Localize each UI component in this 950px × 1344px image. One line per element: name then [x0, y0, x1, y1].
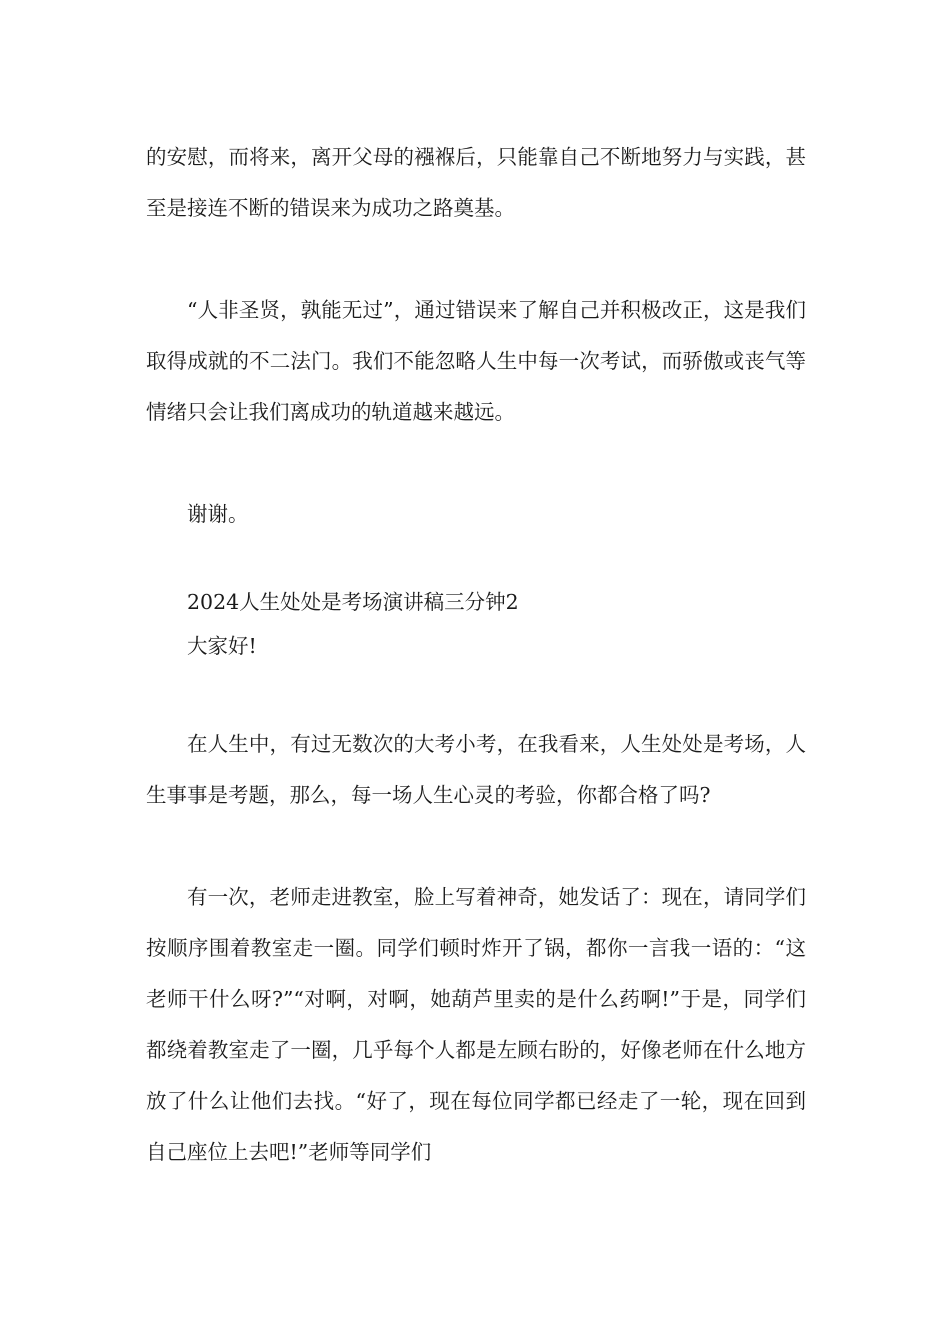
paragraph-thanks: 谢谢。	[187, 502, 249, 526]
section-title: 2024人生处处是考场演讲稿三分钟2	[187, 590, 519, 614]
paragraph-gap	[146, 234, 806, 285]
paragraph-gap	[146, 821, 806, 872]
document-page	[146, 132, 806, 1178]
greeting: 大家好!	[187, 634, 257, 658]
paragraph-gap	[146, 540, 806, 580]
paragraph-quote: “人非圣贤，孰能无过”，通过错误来了解自己并积极改正，这是我们取得成就的不二法门。我们不能忽略人生中每一次考试，而骄傲或丧气等情绪只会让我们离成功的轨道越来越远。	[146, 298, 806, 424]
paragraph-intro: 在人生中，有过无数次的大考小考，在我看来，人生处处是考场，人生事事是考题，那么，每一场人生心灵的考验，你都合格了吗?	[146, 732, 806, 807]
paragraph-gap	[146, 438, 806, 489]
paragraph-continuation: 的安慰，而将来，离开父母的襁褓后，只能靠自己不断地努力与实践，甚至是接连不断的错误来为成功之路奠基。	[146, 145, 806, 220]
paragraph-gap	[146, 668, 806, 719]
paragraph-story: 有一次，老师走进教室，脸上写着神奇，她发话了：现在，请同学们按顺序围着教室走一圈。同学们顿时炸开了锅，都你一言我一语的：“这老师干什么呀?”“对啊，对啊，她葫芦里卖的是什么药啊!”于是，同学们都绕着教室走了一圈，几乎每个人都是左顾右盼的，好像老师在什么地方放了什么让他们去找。“好了，现在每位同学都已经走了一轮，现在回到自己座位上去吧!”老师等同学们	[146, 885, 806, 1164]
